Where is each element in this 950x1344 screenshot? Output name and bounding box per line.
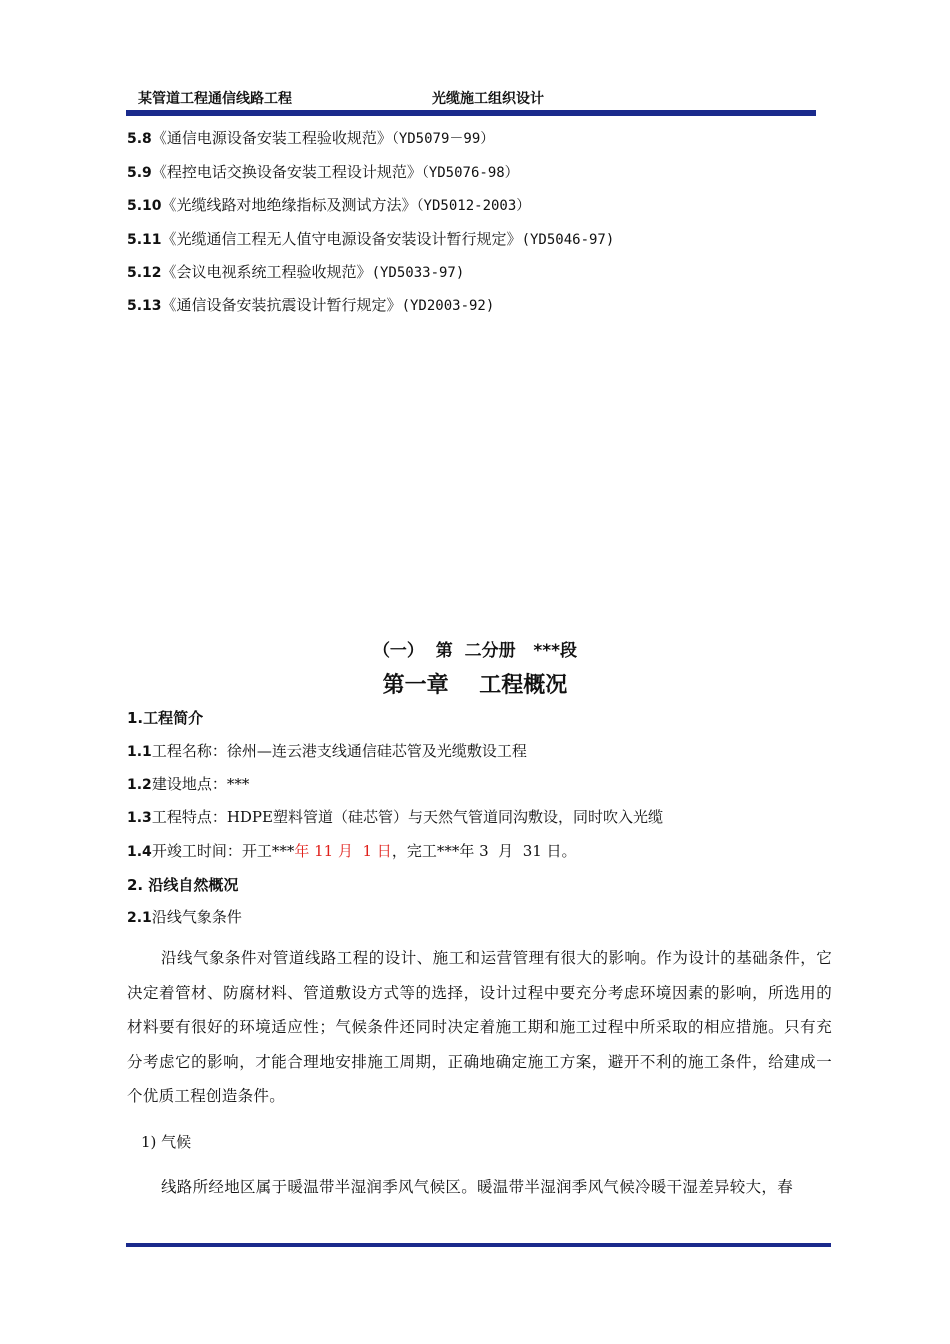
schedule-suffix: ，完工***年 3 月 31 日。 [391, 842, 577, 860]
climate-paragraph: 线路所经地区属于暖温带半湿润季风气候区。暖温带半湿润季风气候冷暖干湿差异较大，春 [161, 1178, 794, 1196]
standard-item [127, 294, 494, 315]
intro-item-text: 工程特点：HDPE塑料管道（硅芯管）与天然气管道同沟敷设，同时吹入光缆 [151, 808, 663, 826]
intro-item [127, 773, 249, 794]
standard-title: 《光缆线路对地绝缘指标及测试方法》 [161, 196, 417, 214]
standard-number: 5.8 [127, 131, 152, 147]
standard-item [127, 127, 494, 148]
standard-code: （YD5012-2003） [416, 198, 531, 214]
intro-item [127, 740, 527, 761]
schedule-start-date: 年 11 月 1 日 [294, 842, 392, 860]
standard-number: 5.12 [127, 265, 162, 281]
intro-item-number: 1.1 [127, 744, 152, 760]
standard-item [127, 161, 519, 182]
standard-code: (YD5033-97) [371, 265, 465, 281]
climate-label: 1) 气候 [141, 1133, 192, 1151]
intro-item-text: 工程名称：徐州—连云港支线通信硅芯管及光缆敷设工程 [151, 742, 527, 760]
subsection-heading-weather [127, 906, 242, 927]
standard-number: 5.9 [127, 165, 152, 181]
footer-divider [126, 1243, 831, 1247]
standard-number: 5.11 [127, 232, 162, 248]
standard-code: （YD5079－99） [391, 131, 495, 147]
subsection-title: 沿线气象条件 [151, 908, 242, 926]
intro-item-number: 1.4 [127, 844, 152, 860]
standard-item [127, 261, 464, 282]
standard-title: 《会议电视系统工程验收规范》 [161, 263, 372, 281]
intro-item-number: 1.2 [127, 777, 152, 793]
standard-item [127, 228, 614, 249]
standard-number: 5.13 [127, 298, 162, 314]
standard-number: 5.10 [127, 198, 162, 214]
standard-code: （YD5076-98） [421, 165, 519, 181]
standard-title: 《通信设备安装抗震设计暂行规定》 [161, 296, 402, 314]
subsection-number: 2.1 [127, 910, 152, 926]
section-heading-natural-conditions: 2. 沿线自然概况 [127, 876, 239, 894]
standard-code: (YD5046-97) [521, 232, 615, 248]
header-document-title: 光缆施工组织设计 [432, 91, 544, 107]
intro-item-number: 1.3 [127, 810, 152, 826]
standard-code: (YD2003-92) [401, 298, 495, 314]
standard-title: 《程控电话交换设备安装工程设计规范》 [151, 163, 422, 181]
header-project-title: 某管道工程通信线路工程 [138, 91, 292, 107]
part-title: （一） 第 二分册 ***段 [372, 641, 578, 661]
page-header [138, 88, 818, 110]
schedule-prefix: 开竣工时间：开工*** [151, 842, 295, 860]
intro-item-text: 建设地点：*** [151, 775, 250, 793]
header-divider [126, 110, 816, 116]
standard-item [127, 194, 530, 215]
chapter-title: 第一章 工程概况 [382, 673, 568, 698]
intro-item-schedule [127, 840, 577, 861]
standard-title: 《通信电源设备安装工程验收规范》 [151, 129, 392, 147]
weather-paragraph: 沿线气象条件对管道线路工程的设计、施工和运营管理有很大的影响。作为设计的基础条件，它决定着管材、防腐材料、管道敷设方式等的选择，设计过程中要充分考虑环境因素的影响，所选用的材料要有很好的环境适应性；气候条件还同时决定着施工期和施工过程中所采取的相应措施。只有充分考虑它的影响，才能合理地安排施工周期，正确地确定施工方案，避开不利的施工条件，给建成一个优质工程创造条件。 [127, 949, 832, 1105]
section-heading-project-intro: 1.工程简介 [127, 709, 204, 727]
standard-title: 《光缆通信工程无人值守电源设备安装设计暂行规定》 [161, 230, 522, 248]
intro-item [127, 806, 663, 827]
